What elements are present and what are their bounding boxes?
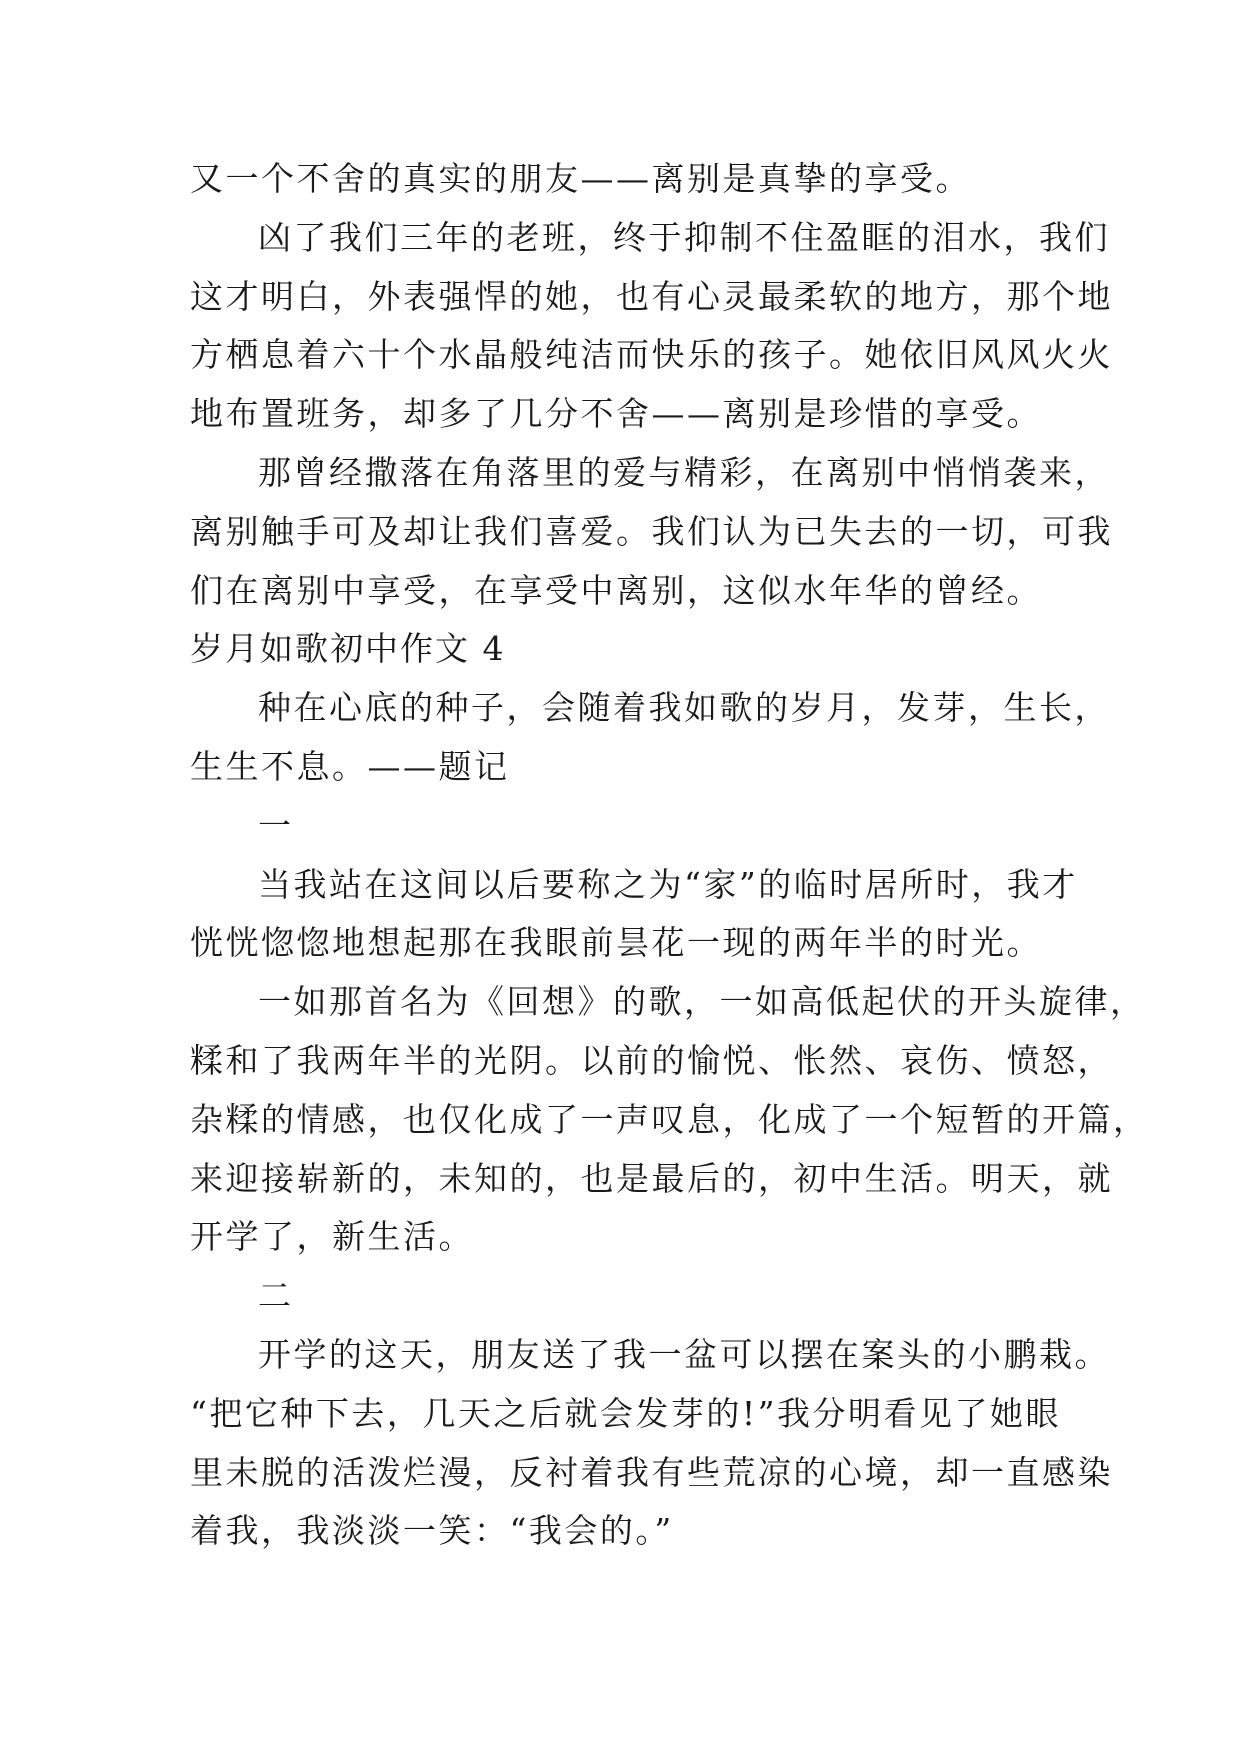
paragraph-start-line: 一如那首名为《回想》的歌，一如高低起伏的开头旋律， [258,982,1146,1022]
section-number: 二 [258,1276,294,1316]
text-line: 们在离别中享受，在享受中离别，这似水年华的曾经。 [190,570,1042,610]
document-body [190,150,1149,1561]
paragraph-start-line: 凶了我们三年的老班，终于抑制不住盈眶的泪水，我们 [258,217,1110,257]
text-line: 来迎接崭新的，未知的，也是最后的，初中生活。明天，就 [190,1158,1113,1198]
text-line: 生生不息。——题记 [190,746,510,786]
text-line: 着我，我淡淡一笑：“我会的。” [190,1511,674,1551]
paragraph-start-line: 当我站在这间以后要称之为“家”的临时居所时，我才 [258,864,1078,904]
paragraph-start-line: 种在心底的种子，会随着我如歌的岁月，发芽，生长， [258,688,1110,728]
text-line: 杂糅的情感，也仅化成了一声叹息，化成了一个短暂的开篇， [190,1099,1149,1139]
text-line: 方栖息着六十个水晶般纯洁而快乐的孩子。她依旧风风火火 [190,335,1113,375]
section-number: 一 [258,805,294,845]
paragraph-start-line: 开学的这天，朋友送了我一盆可以摆在案头的小鹏栽。 [258,1334,1110,1374]
text-line: 这才明白，外表强悍的她，也有心灵最柔软的地方，那个地 [190,276,1113,316]
text-line: 离别触手可及却让我们喜爱。我们认为已失去的一切，可我 [190,511,1113,551]
section-heading: 岁月如歌初中作文 4 [190,629,506,669]
text-line: 又一个不舍的真实的朋友——离别是真挚的享受。 [190,159,971,198]
text-line: 开学了，新生活。 [190,1217,474,1257]
text-line: 恍恍惚惚地想起那在我眼前昙花一现的两年半的时光。 [190,923,1042,963]
text-line: 地布置班务，却多了几分不舍——离别是珍惜的享受。 [190,394,1042,434]
text-line: “把它种下去，几天之后就会发芽的!”我分明看见了她眼 [190,1393,1062,1433]
text-line: 里未脱的活泼烂漫，反衬着我有些荒凉的心境，却一直感染 [190,1452,1113,1492]
text-line: 糅和了我两年半的光阴。以前的愉悦、怅然、哀伤、愤怒， [190,1040,1113,1080]
paragraph-start-line: 那曾经撒落在角落里的爱与精彩，在离别中悄悄袭来， [258,452,1110,492]
